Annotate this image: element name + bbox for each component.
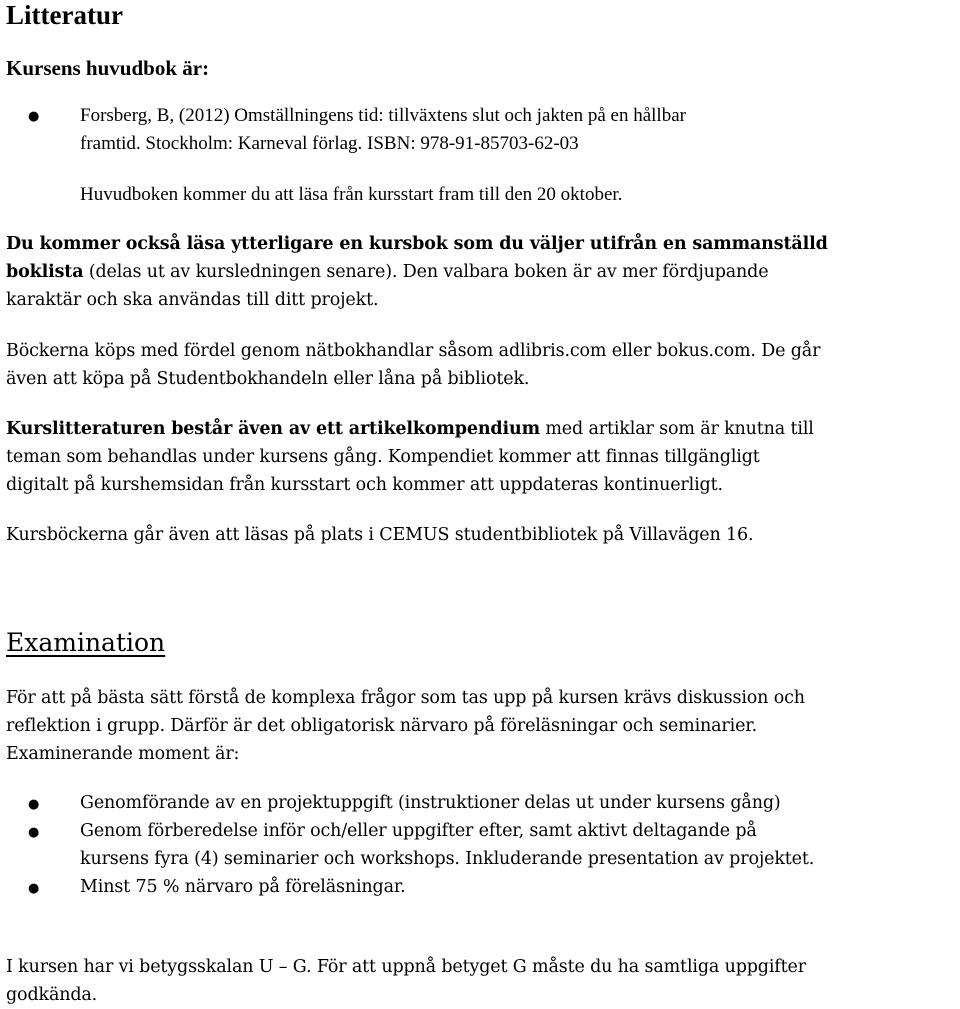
exam-item-2-line2: kursens fyra (4) seminarier och workshops. Inkluderande presentation av projektet. [80,849,815,869]
compendium-bold: Kurslitteraturen består även av ett artikelkompendium [6,419,540,439]
examination-items [6,789,956,901]
list-item [6,817,956,873]
reading-note: Huvudboken kommer du att läsa från kursstart fram till den 20 oktober. [80,184,623,205]
examination-intro [6,684,956,768]
elective-rest-line2: (delas ut av kursledningen senare). Den valbara boken är av mer fördjupande [83,262,769,282]
exam-item-1-line1: Genomförande av en projektuppgift (instruktioner delas ut under kursens gång) [80,793,781,813]
exam-item-3-line1: Minst 75 % närvaro på föreläsningar. [80,877,406,897]
compendium-line2: teman som behandlas under kursens gång. Kompendiet kommer att finnas tillgängligt [6,447,760,467]
book-line-1: Forsberg, B, (2012) Omställningens tid: tillväxtens slut och jakten på en hållbar [80,105,686,126]
main-book-subheading: Kursens huvudbok är: [6,56,210,80]
examination-heading: Examination [6,628,166,657]
elective-line3: karaktär och ska användas till ditt projekt. [6,290,379,310]
buy-line2: även att köpa på Studentbokhandeln eller låna på bibliotek. [6,369,530,389]
elective-bold-line1: Du kommer också läsa ytterligare en kursbok som du väljer utifrån en sammanställd [6,234,828,254]
list-item [6,789,956,817]
compendium-paragraph [6,415,956,499]
list-item [6,873,956,901]
litteratur-heading: Litteratur [6,0,123,30]
elective-book-paragraph [6,230,956,314]
compendium-line3: digitalt på kurshemsidan från kursstart och kommer att uppdateras kontinuerligt. [6,475,723,495]
bullet-icon: ● [28,109,40,124]
list-item [6,102,956,158]
bullet-icon: ● [28,797,40,812]
buying-paragraph [6,337,956,393]
bullet-icon: ● [28,881,40,896]
book-line-2: framtid. Stockholm: Karneval förlag. ISBN: 978-91-85703-62-03 [80,133,579,154]
compendium-rest-line1: med artiklar som är knutna till [539,419,814,439]
bullet-icon: ● [28,825,40,840]
grading-line2: godkända. [6,985,98,1005]
main-book-list [6,102,956,158]
intro-line2: reflektion i grupp. Därför är det obligatorisk närvaro på föreläsningar och seminarier. [6,716,757,736]
intro-line3: Examinerande moment är: [6,744,240,764]
grading-line1: I kursen har vi betygsskalan U – G. För att uppnå betyget G måste du ha samtliga uppgifter [6,957,806,977]
elective-bold-line2: boklista [6,262,84,282]
buy-line1: Böckerna köps med fördel genom nätbokhandlar såsom adlibris.com eller bokus.com. De går [6,341,821,361]
intro-line1: För att på bästa sätt förstå de komplexa frågor som tas upp på kursen krävs diskussion och [6,688,805,708]
library-note: Kursböckerna går även att läsas på plats i CEMUS studentbibliotek på Villavägen 16. [6,525,754,545]
exam-item-2-line1: Genom förberedelse inför och/eller uppgifter efter, samt aktivt deltagande på [80,821,757,841]
grading-paragraph [6,953,956,1009]
